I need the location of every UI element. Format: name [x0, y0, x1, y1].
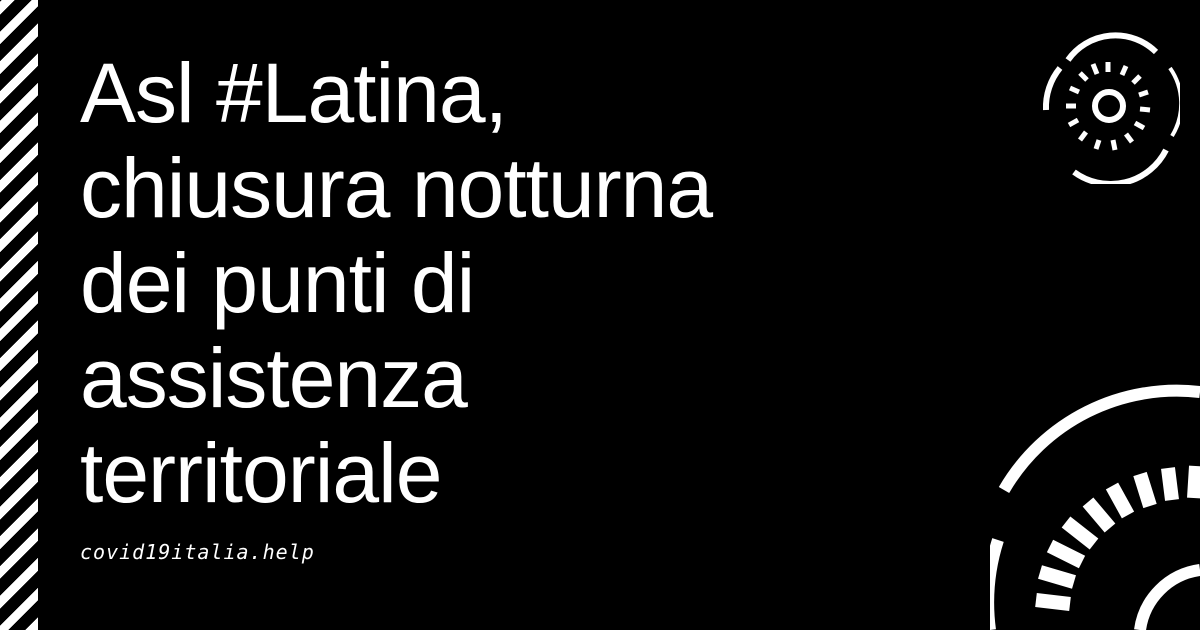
headline-line-2: chiusura notturna — [80, 141, 713, 235]
headline-line-4: assistenza — [80, 331, 467, 425]
headline-line-1: Asl #Latina, — [80, 46, 507, 140]
headline-line-3: dei punti di — [80, 236, 475, 330]
headline-line-5: territoriale — [80, 426, 442, 520]
site-url: covid19italia.help — [80, 540, 315, 564]
headline — [80, 46, 712, 521]
diagonal-stripes-decoration — [0, 0, 38, 630]
virus-ring-logo-large-icon — [990, 370, 1200, 630]
virus-ring-logo-icon — [1038, 24, 1180, 184]
